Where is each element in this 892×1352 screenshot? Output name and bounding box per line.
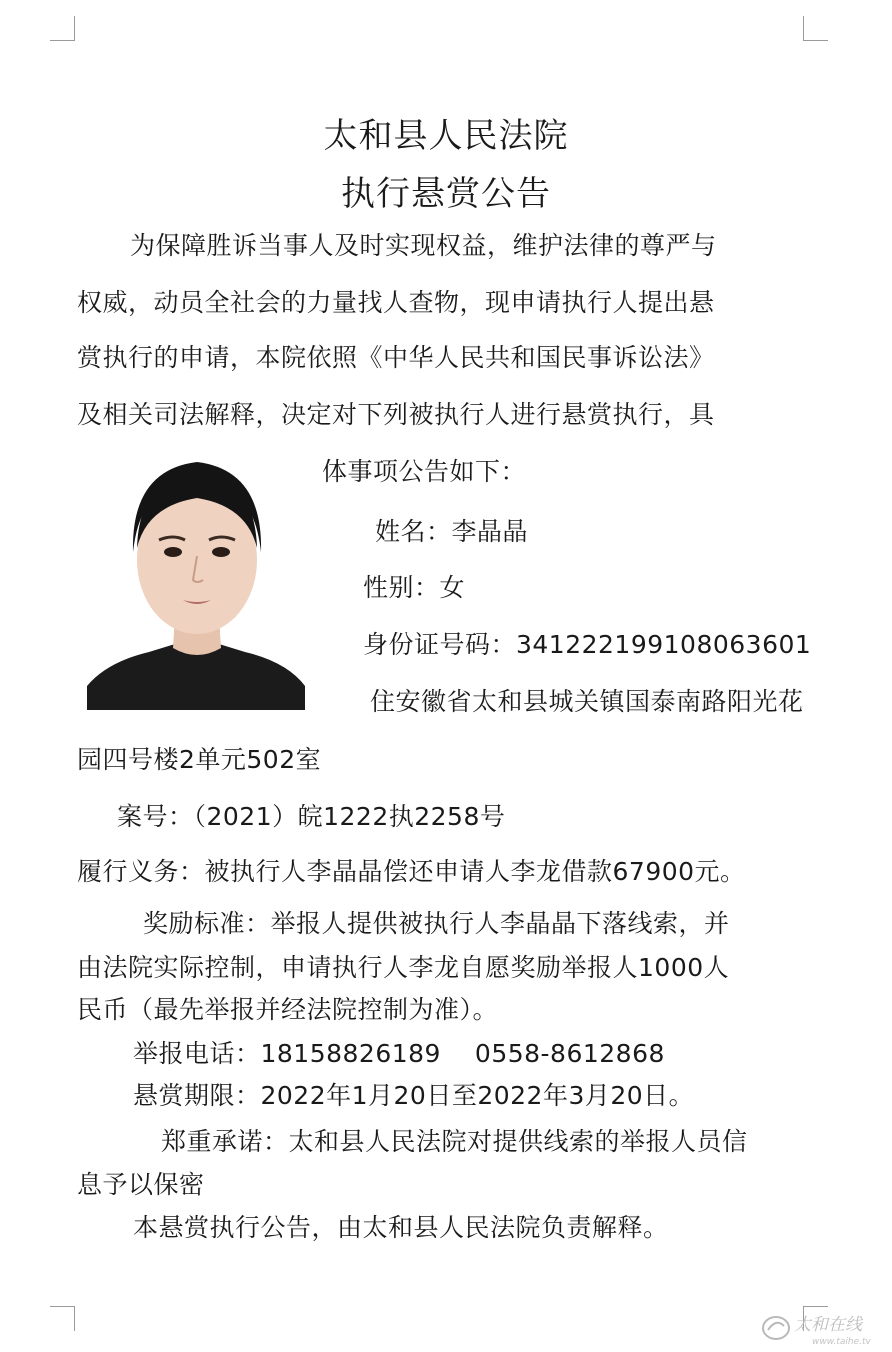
portrait-illustration: [87, 448, 305, 710]
reward-line-2: 由法院实际控制，申请执行人李龙自愿奖励举报人1000人: [77, 953, 730, 982]
intro-line-1: 为保障胜诉当事人及时实现权益，维护法律的尊严与: [130, 231, 717, 260]
intro-line-5: 体事项公告如下：: [322, 457, 527, 486]
notice-title: 执行悬赏公告: [341, 174, 551, 214]
name-field: 姓名：李晶晶: [375, 517, 529, 546]
site-watermark: [760, 1308, 888, 1348]
intro-line-3: 赏执行的申请，本院依照《中华人民共和国民事诉讼法》: [77, 343, 715, 372]
promise-line-2: 息予以保密: [77, 1170, 205, 1199]
reward-period: 悬赏期限：2022年1月20日至2022年3月20日。: [133, 1081, 695, 1110]
id-number-field: 身份证号码：341222199108063601: [363, 630, 812, 659]
corner-mark-bottom-left: [50, 1306, 75, 1331]
case-number: 案号：（2021）皖1222执2258号: [117, 802, 506, 831]
corner-mark-top-right: [803, 16, 828, 41]
report-phone: 举报电话：18158826189 0558-8612868: [133, 1039, 665, 1068]
gender-field: 性别：女: [363, 573, 466, 602]
address-line-1: 住安徽省太和县城关镇国泰南路阳光花: [370, 687, 804, 716]
court-name: 太和县人民法院: [323, 116, 569, 156]
intro-line-4: 及相关司法解释，决定对下列被执行人进行悬赏执行，具: [77, 400, 715, 429]
watermark-text: 太和在线: [794, 1315, 862, 1335]
person-photo: [87, 448, 305, 710]
reward-line-1: 奖励标准：举报人提供被执行人李晶晶下落线索，并: [143, 909, 730, 938]
closing-statement: 本悬赏执行公告，由太和县人民法院负责解释。: [133, 1213, 669, 1242]
watermark-logo-icon: [760, 1308, 888, 1348]
promise-line-1: 郑重承诺：太和县人民法院对提供线索的举报人员信: [161, 1127, 748, 1156]
address-line-2: 园四号楼2单元502室: [77, 745, 322, 774]
obligation: 履行义务：被执行人李晶晶偿还申请人李龙借款67900元。: [77, 857, 746, 886]
corner-mark-top-left: [50, 16, 75, 41]
watermark-url: www.taihe.tv: [812, 1337, 871, 1347]
reward-line-3: 民币（最先举报并经法院控制为准）。: [77, 995, 499, 1024]
intro-line-2: 权威，动员全社会的力量找人查物，现申请执行人提出悬: [77, 288, 715, 317]
